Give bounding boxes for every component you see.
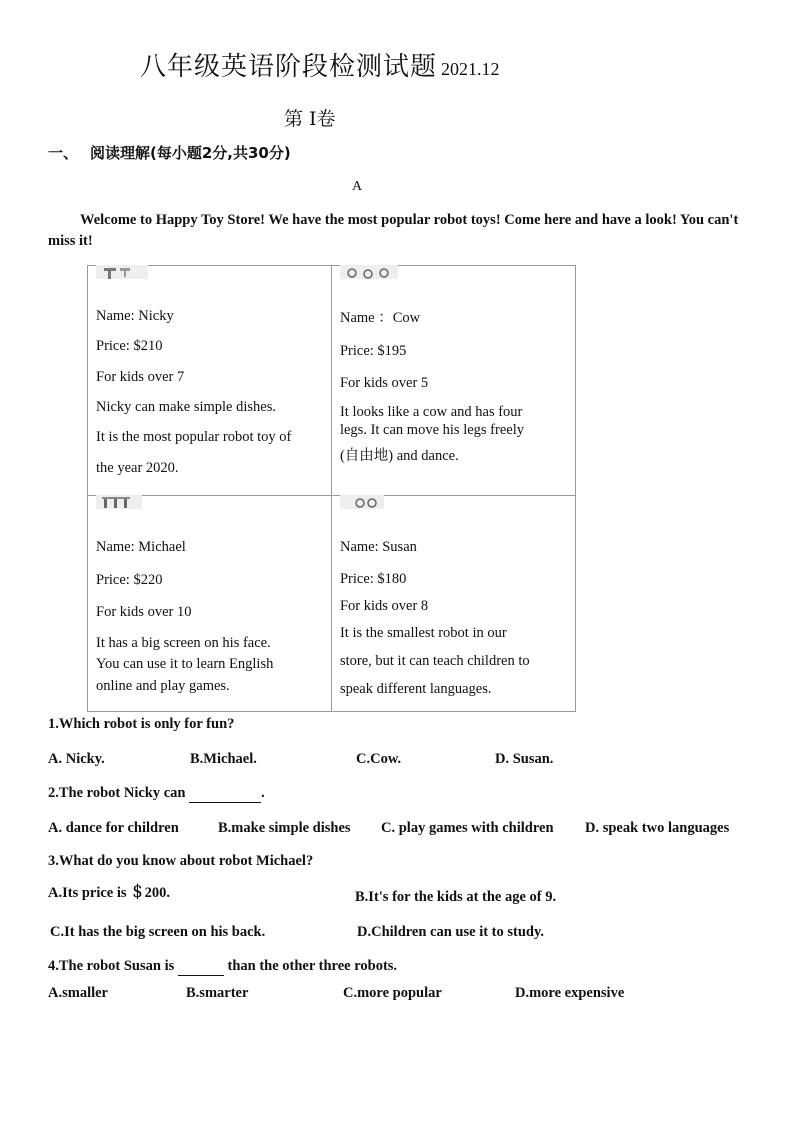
option-3d[interactable]: D.Children can use it to study. [357, 924, 545, 940]
robot-cell-michael [88, 496, 332, 712]
reading-passage: Welcome to Happy Toy Store! We have the most popular robot toys! Come here and have a look! You can't miss it! [48, 212, 739, 249]
robot-thumbnail-icon [340, 495, 384, 509]
robot-desc: store, but it can teach children to [339, 653, 530, 669]
robot-desc: It looks like a cow and has four [339, 404, 523, 420]
section-heading [48, 142, 291, 163]
robot-table [87, 265, 576, 712]
part-label: A [352, 179, 363, 194]
robot-desc: (自由地) and dance. [339, 448, 459, 464]
answer-blank[interactable] [178, 958, 224, 976]
robot-name: Name ：Cow [339, 310, 421, 326]
robot-price: Price: $195 [339, 343, 407, 359]
option-1b[interactable]: B.Michael. [190, 751, 257, 767]
option-3b[interactable]: B.It's for the kids at the age of 9. [355, 889, 557, 905]
robot-thumbnail-icon [340, 265, 398, 279]
option-1d[interactable]: D. Susan. [495, 751, 554, 767]
question-4 [48, 958, 397, 976]
question-3: 3.What do you know about robot Michael? [48, 853, 314, 869]
robot-price: Price: $180 [339, 571, 407, 587]
option-1c[interactable]: C.Cow. [356, 751, 402, 767]
question-4-end: than the other three robots. [227, 958, 398, 974]
question-4-text: 4.The robot Susan is [48, 958, 175, 974]
robot-desc: legs. It can move his legs freely [339, 422, 524, 438]
option-2b[interactable]: B.make simple dishes [218, 820, 351, 836]
robot-age: For kids over 8 [339, 598, 429, 614]
robot-desc: the year 2020. [96, 460, 179, 476]
robot-desc: It is the most popular robot toy of [96, 429, 292, 445]
question-2-text: 2.The robot Nicky can [48, 785, 186, 801]
question-2 [48, 785, 265, 803]
robot-desc: speak different languages. [339, 681, 492, 697]
option-3c[interactable]: C.It has the big screen on his back. [50, 924, 266, 940]
robot-cell-nicky [88, 266, 332, 496]
option-2c[interactable]: C. play games with children [381, 820, 554, 836]
robot-desc: online and play games. [96, 678, 230, 694]
robot-name: Name: Michael [96, 539, 186, 555]
section-label: 阅读理解(每小题2分,共30分) [90, 144, 291, 162]
robot-price: Price: $210 [96, 338, 163, 354]
option-2a[interactable]: A. dance for children [48, 820, 179, 836]
volume-label: 第 Ⅰ卷 [284, 108, 336, 130]
option-4b[interactable]: B.smarter [186, 985, 249, 1001]
robot-age: For kids over 5 [339, 375, 429, 391]
robot-name: Name: Susan [339, 539, 417, 555]
option-2d[interactable]: D. speak two languages [585, 820, 730, 836]
robot-thumbnail-icon [96, 495, 142, 509]
exam-date: 2021.12 [441, 59, 500, 79]
question-2-end: . [261, 785, 265, 801]
answer-blank[interactable] [189, 785, 261, 803]
robot-name: Name: Nicky [96, 308, 174, 324]
option-4a[interactable]: A.smaller [48, 985, 108, 1001]
robot-cell-susan [331, 496, 575, 712]
robot-price: Price: $220 [96, 572, 163, 588]
question-1: 1.Which robot is only for fun? [48, 716, 235, 732]
robot-age: For kids over 10 [96, 604, 192, 620]
title-text: 八年级英语阶段检测试题 [140, 52, 438, 82]
option-3a[interactable]: A.Its price is ＄200. [48, 885, 171, 901]
robot-desc: Nicky can make simple dishes. [96, 399, 276, 415]
robot-desc: You can use it to learn English [96, 656, 274, 672]
option-1a[interactable]: A. Nicky. [48, 751, 105, 767]
robot-cell-cow [331, 266, 575, 496]
option-4d[interactable]: D.more expensive [515, 985, 625, 1001]
option-4c[interactable]: C.more popular [343, 985, 442, 1001]
exam-title [140, 46, 500, 83]
robot-desc: It is the smallest robot in our [339, 625, 507, 641]
robot-age: For kids over 7 [96, 369, 185, 385]
robot-thumbnail-icon [96, 265, 148, 279]
robot-desc: It has a big screen on his face. [96, 635, 271, 651]
section-number: 一、 [48, 144, 79, 162]
